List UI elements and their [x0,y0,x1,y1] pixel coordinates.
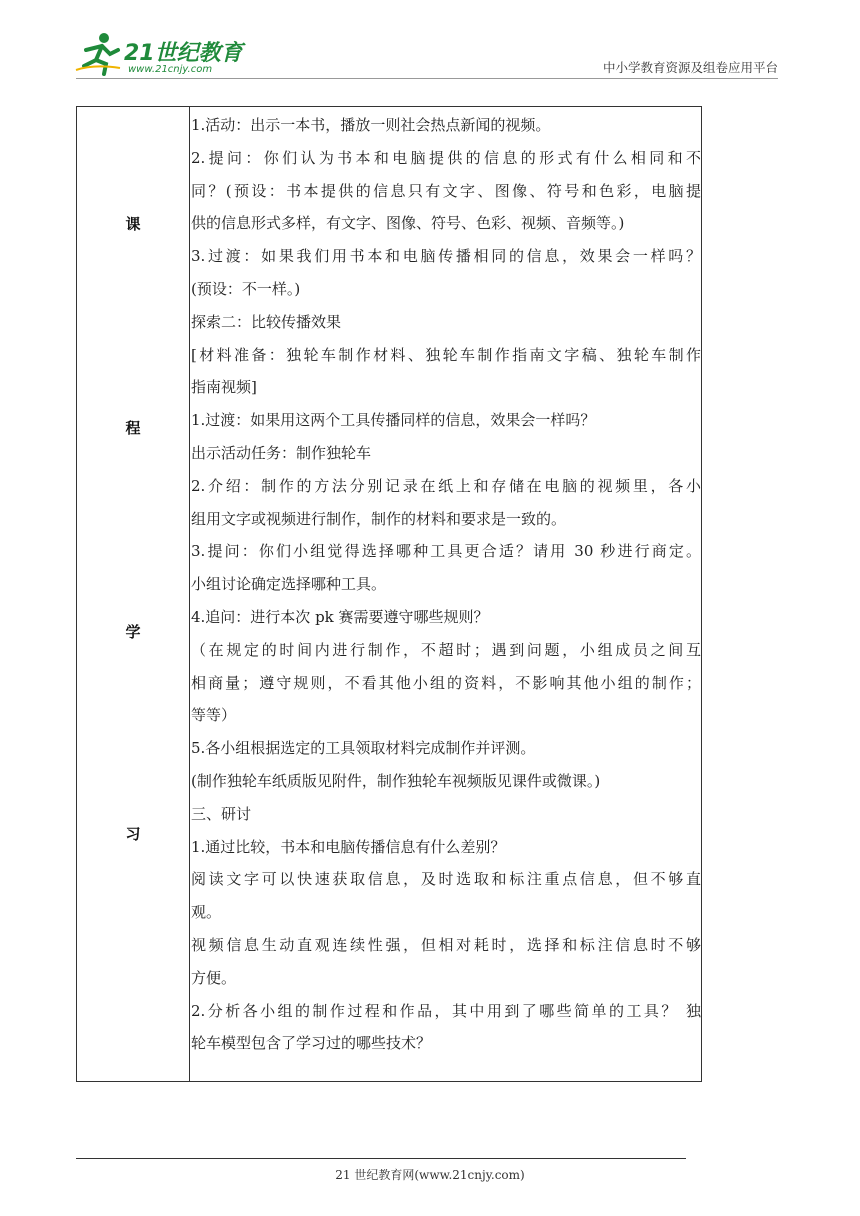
logo-url: www.21cnjy.com [128,64,213,75]
lesson-table [76,106,702,1082]
content-line: 小组讨论确定选择哪种工具。 [191,575,387,594]
content-line: 供的信息形式多样，有文字、图像、符号、色彩、视频、音频等。) [191,214,625,233]
runner-logo-icon [74,30,124,76]
content-line: 2.介绍：制作的方法分别记录在纸上和存储在电脑的视频里，各小 [191,476,701,495]
content-line: 5.各小组根据选定的工具领取材料完成制作并评测。 [191,739,536,758]
content-line: 三、研讨 [191,804,252,823]
side-label-char: 课 [125,215,141,233]
content-line: 阅读文字可以快速获取信息，及时选取和标注重点信息，但不够直 [191,870,701,889]
side-label-char: 习 [125,825,141,843]
content-column [191,109,701,1060]
side-label-char: 学 [125,623,141,641]
content-line: (预设：不一样。) [191,279,301,298]
side-label-char: 程 [125,419,141,437]
content-line: [材料准备：独轮车制作材料、独轮车制作指南文字稿、独轮车制作 [191,345,701,364]
content-line: 视频信息生动直观连续性强，但相对耗时，选择和标注信息时不够 [191,935,701,954]
content-line: （在规定的时间内进行制作，不超时；遇到问题，小组成员之间互 [191,640,701,659]
footer-divider [76,1158,686,1159]
content-line: 3.过渡：如果我们用书本和电脑传播相同的信息，效果会一样吗？ [191,247,701,266]
content-line: 指南视频] [191,378,257,397]
content-line: 1.通过比较，书本和电脑传播信息有什么差别？ [191,837,506,856]
content-line: 2.分析各小组的制作过程和作品，其中用到了哪些简单的工具？ 独 [191,1001,701,1020]
content-line: 1.活动：出示一本书，播放一则社会热点新闻的视频。 [191,116,551,134]
content-line: 同？(预设：书本提供的信息只有文字、图像、符号和色彩，电脑提 [191,181,701,200]
header-divider [76,78,778,79]
footer-text: 21 世纪教育网(www.21cnjy.com) [335,1168,525,1182]
content-line: 出示活动任务：制作独轮车 [191,443,372,462]
content-line: (制作独轮车纸质版见附件，制作独轮车视频版见课件或微课。) [191,771,601,790]
logo-text: 21世纪教育 [124,41,243,66]
content-line: 相商量；遵守规则，不看其他小组的资料，不影响其他小组的制作； [191,673,701,692]
content-line: 轮车模型包含了学习过的哪些技术？ [191,1034,432,1053]
platform-title: 中小学教育资源及组卷应用平台 [602,60,778,75]
page-header [0,0,860,90]
site-logo[interactable] [74,30,274,80]
content-line: 4.追问：进行本次 pk 赛需要遵守哪些规则？ [191,607,489,626]
content-line: 1.过渡：如果用这两个工具传播同样的信息，效果会一样吗？ [191,411,596,430]
content-line: 等等） [191,706,237,725]
content-line: 2.提问：你们认为书本和电脑提供的信息的形式有什么相同和不 [191,148,701,167]
side-label-column [77,107,190,1081]
content-line: 探索二：比较传播效果 [191,312,342,331]
content-line: 组用文字或视频进行制作，制作的材料和要求是一致的。 [191,509,567,528]
content-line: 方便。 [191,968,237,987]
content-line: 3.提问：你们小组觉得选择哪种工具更合适？请用 30 秒进行商定。 [191,542,701,561]
content-line: 观。 [191,903,222,922]
